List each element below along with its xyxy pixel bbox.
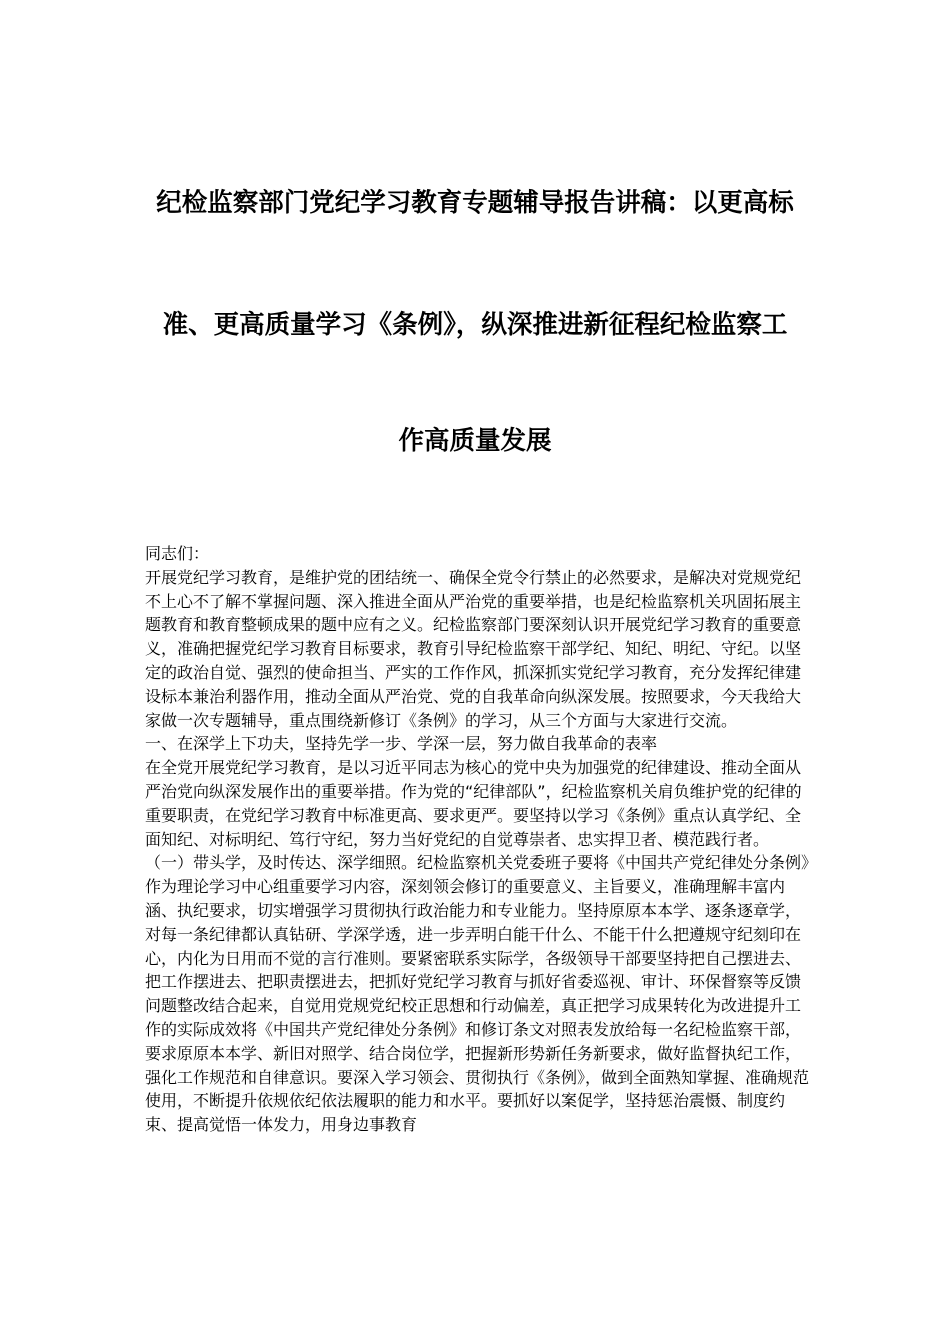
paragraph-section-1: 在全党开展党纪学习教育，是以习近平同志为核心的党中央为加强党的纪律建设、推动全面从严治党向纵深发展作出的重要举措。作为党的“纪律部队”，纪检监察机关肩负维护党的纪律的重要职责，在党纪学习教育中标准更高、要求更严。要坚持以学习《条例》重点认真学纪、全面知纪、对标明纪、笃行守纪，努力当好党纪的自觉尊崇者、忠实捍卫者、模范践行者。 [145,758,802,849]
salutation: 同志们： [145,544,210,563]
document-body [145,542,809,1137]
document-title-line-2: 准、更高质量学习《条例》，纵深推进新征程纪检监察工 [162,310,788,340]
paragraph-intro: 开展党纪学习教育，是维护党的团结统一、确保全党令行禁止的必然要求，是解决对党规党纪不上心不了解不掌握问题、深入推进全面从严治党的重要举措，也是纪检监察机关巩固拓展主题教育和教育整顿成果的题中应有之义。纪检监察部门要深刻认识开展党纪学习教育的重要意义，准确把握党纪学习教育目标要求，教育引导纪检监察干部学纪、知纪、明纪、守纪。以坚定的政治自觉、强烈的使命担当、严实的工作作风，抓深抓实党纪学习教育，充分发挥纪律建设标本兼治利器作用，推动全面从严治党、党的自我革命向纵深发展。按照要求，今天我给大家做一次专题辅导，重点围绕新修订《条例》的学习，从三个方面与大家进行交流。 [145,567,802,730]
paragraph-subsection-1: （一）带头学，及时传达、深学细照。纪检监察机关党委班子要将《中国共产党纪律处分条例》作为理论学习中心组重要学习内容，深刻领会修订的重要意义、主旨要义，准确理解丰富内涵、执纪要求，切实增强学习贯彻执行政治能力和专业能力。坚持原原本本学、逐条逐章学，对每一条纪律都认真钻研、学深学透，进一步弄明白能干什么、不能干什么把遵规守纪刻印在心，内化为日用而不觉的言行准则。要紧密联系实际学，各级领导干部要坚持把自己摆进去、把工作摆进去、把职责摆进去，把抓好党纪学习教育与抓好省委巡视、审计、环保督察等反馈问题整改结合起来，自觉用党规党纪校正思想和行动偏差，真正把学习成果转化为改进提升工作的实际成效将《中国共产党纪律处分条例》和修订条文对照表发放给每一名纪检监察干部，要求原原本本学、新旧对照学、结合岗位学，把握新形势新任务新要求，做好监督执纪工作，强化工作规范和自律意识。要深入学习领会、贯彻执行《条例》，做到全面熟知掌握、准确规范使用，不断提升依规依纪依法履职的能力和水平。要抓好以案促学，坚持惩治震慑、制度约束、提高觉悟一体发力，用身边事教育 [145,853,810,1135]
document-title-line-3: 作高质量发展 [398,426,552,456]
document-title-line-1: 纪检监察部门党纪学习教育专题辅导报告讲稿：以更高标 [156,188,794,218]
section-heading-1: 一、在深学上下功夫，坚持先学一步、学深一层，努力做自我革命的表率 [145,734,658,754]
